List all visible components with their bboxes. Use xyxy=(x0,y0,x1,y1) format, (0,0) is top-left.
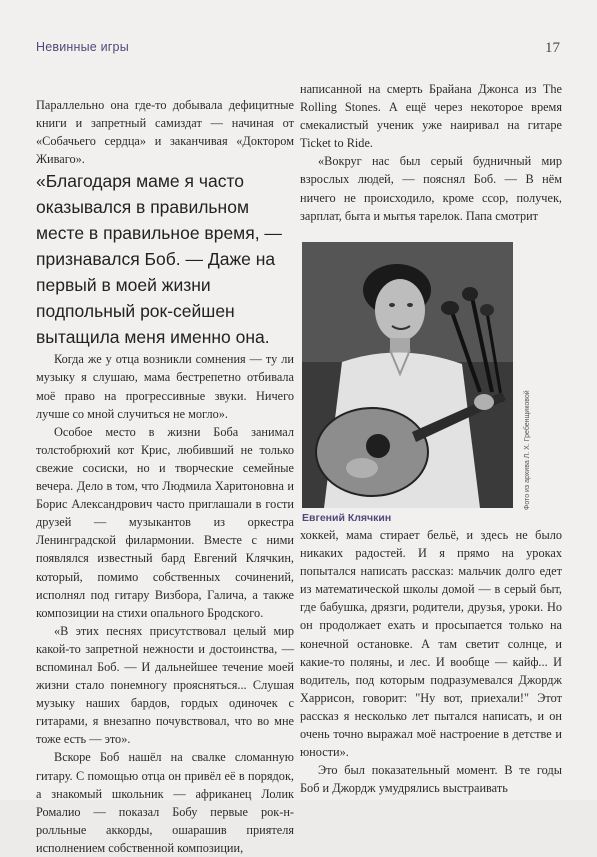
photo-caption: Евгений Клячкин xyxy=(302,512,392,524)
right-column-top xyxy=(300,80,562,225)
pull-quote: «Благодаря маме я часто оказывался в правильном месте в правильное время, — признавался Боб. — Даже на первый в моей жизни подпольный рок-сейшен вытащила меня именно она. xyxy=(36,171,282,348)
right-column-bottom xyxy=(300,526,562,797)
running-header: Невинные игры xyxy=(36,40,129,54)
photo-man-with-guitar xyxy=(302,242,513,508)
photo-illustration xyxy=(302,242,513,508)
paragraph: Когда же у отца возникли сомнения — ту ли музыку я слушаю, мама бестрепетно отбивала моё право на прогрессивные звуки. Ничего лучше со мной случиться не могло». xyxy=(36,352,294,421)
photo-credit: Фото из архива Л. Х. Гребенщиковой xyxy=(524,390,531,510)
paragraph: написанной на смерть Брайана Джонса из The Rolling Stones. А ещё через некоторое время смекалистый ученик уже наиривал на гитаре Ticket to Ride. xyxy=(300,82,562,151)
paragraph: «В этих песнях присутствовал целый мир какой-то запретной нежности и достоинства, — вспоминал Боб. — И дальнейшее течение моей жизни стало понемногу проясняться... Слушая музыку наших бардов, гордых одиночек с гитарами, я внезапно почувствовал, что во мне тоже есть — это». xyxy=(36,623,294,747)
paragraph: «Вокруг нас был серый будничный мир взрослых людей, — пояснял Боб. — В нём ничего не происходило, кроме ссор, получек, зарплат, быта и мытья тарелок. Папа смотрит xyxy=(300,154,562,223)
paragraph: Это был показательный момент. В те годы Боб и Джордж умудрялись выстраивать xyxy=(300,763,562,796)
paragraph: Особое место в жизни Боба занимал толстобрюхий кот Крис, любивший не только свежие сосиски, но и творческие семейные вечера. Дело в том, что Людмила Харитоновна и Борис Александрович часто приглашали в гости друзей — музыкантов из оркестра Ленинградской филармонии. Вместе с ними появлялся известный бард Евгений Клячкин, который, помимо собственных сочинений, исполнял под гитару Визбора, Галича, а также композиции на стихи опального Бродского. xyxy=(36,424,294,620)
left-column xyxy=(36,96,294,857)
paragraph: Параллельно она где-то добывала дефицитные книги и запретный самиздат — начиная от «Собачьего сердца» и заканчивая «Доктором Живаго». xyxy=(36,98,294,167)
paragraph: хоккей, мама стирает бельё, и здесь не было никаких радостей. И я прямо на уроках попытался написать рассказ: мальчик долго едет из математической школы домой — в серый быт, где бабушка, дрязги, родители, друзья, уроки. Но он продолжает ехать и просыпается только на конечной остановке. А там светит солнце, и какие-то поляны, и лес. И вообще — кайф... И водитель, под которым подразумевался Джордж Харрисон, говорит: "Ну вот, приехали!" Этот рассказ я несколько лет пытался написать, и он очень точно выражал моё настроение в детстве и юности». xyxy=(300,528,562,760)
page-number: 17 xyxy=(545,40,560,56)
paragraph: Вскоре Боб нашёл на свалке сломанную гитару. С помощью отца он привёл её в порядок, а знакомый школьник — африканец Лолик Ромалио — показал Бобу первые рок-н-ролльные аккорды, ошарашив приятеля исполнением собственной композиции, xyxy=(36,750,294,855)
